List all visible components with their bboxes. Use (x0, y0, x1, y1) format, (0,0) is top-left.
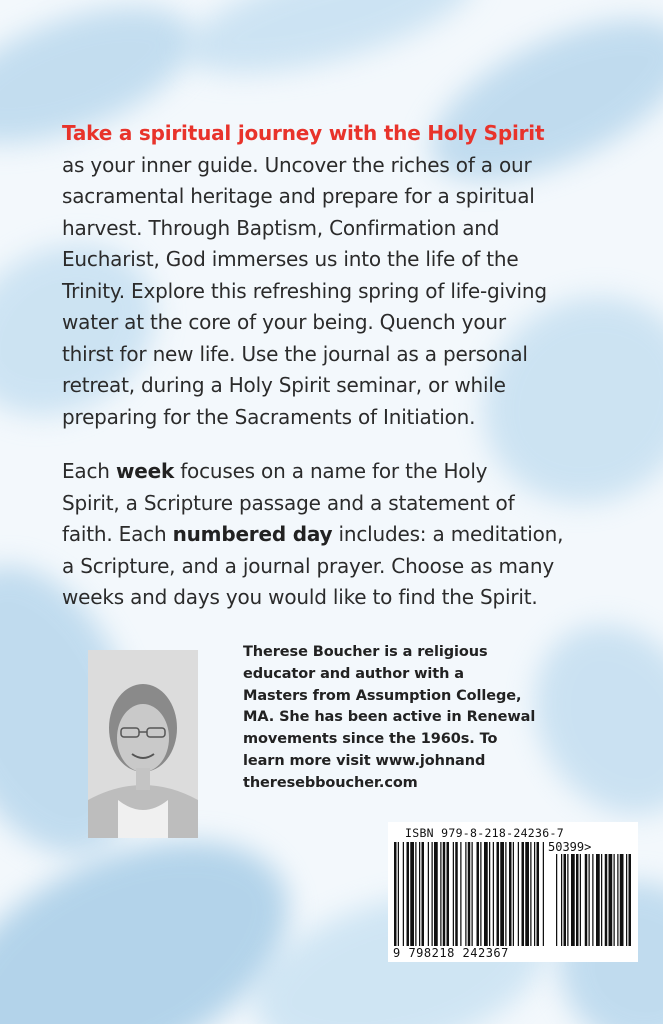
barcode-bar (509, 842, 512, 946)
price-code: 50399> (548, 840, 592, 854)
barcode-bar (403, 842, 404, 946)
barcode-bar (419, 842, 420, 946)
barcode-bar (434, 842, 438, 946)
blurb-line: thirst for new life. Use the journal as a personal (62, 341, 528, 366)
structure-line: Each week focuses on a name for the Holy (62, 459, 488, 483)
barcode-bar (530, 842, 531, 946)
addon-bar (617, 854, 618, 946)
barcode-bar (415, 842, 416, 946)
barcode-bar (513, 842, 514, 946)
addon-bar (585, 854, 588, 946)
bio-line: movements since the 1960s. To (243, 731, 498, 748)
barcode-icon (394, 842, 634, 946)
addon-bar (592, 854, 593, 946)
barcode-bar (394, 842, 397, 946)
barcode-bar (465, 842, 466, 946)
structure-line: faith. Each numbered day includes: a meditation, (62, 522, 564, 546)
addon-bar (561, 854, 562, 946)
blurb-line: preparing for the Sacraments of Initiation. (62, 404, 476, 429)
barcode-bar (422, 842, 425, 946)
bio-line: educator and author with a (243, 665, 464, 682)
addon-bar (605, 854, 608, 946)
bio-line: theresebboucher.com (243, 774, 418, 791)
bold-numbered-day: numbered day (172, 522, 333, 546)
bio-line: learn more visit www.johnand (243, 752, 486, 769)
watercolor-wash (173, 0, 486, 97)
addon-bar (564, 854, 567, 946)
barcode-bar (497, 842, 500, 946)
addon-bar (620, 854, 624, 946)
bio-line: Masters from Assumption College, (243, 687, 522, 704)
barcode-bar (447, 842, 450, 946)
barcode-bar (500, 842, 504, 946)
blurb-line: harvest. Through Baptism, Confirmation and (62, 215, 500, 240)
barcode-bar (407, 842, 410, 946)
addon-bar (596, 854, 600, 946)
barcode-bar (480, 842, 481, 946)
ean-digits: 9 798218 242367 (393, 946, 509, 960)
author-photo (88, 650, 198, 838)
addon-bar (580, 854, 581, 946)
barcode-bar (518, 842, 519, 946)
barcode-bar (453, 842, 454, 946)
barcode-bar (493, 842, 494, 946)
addon-bar (567, 854, 568, 946)
barcode-bar (472, 842, 473, 946)
barcode-bar (477, 842, 480, 946)
addon-bar (601, 854, 602, 946)
bio-line: Therese Boucher is a religious (243, 644, 488, 660)
addon-bar (556, 854, 557, 946)
barcode-bar (432, 842, 433, 946)
structure-line: Spirit, a Scripture passage and a statement of (62, 490, 515, 515)
addon-bar (571, 854, 575, 946)
blurb-lead: Take a spiritual journey with the Holy Spirit (62, 121, 545, 145)
addon-bar (614, 854, 615, 946)
author-bio (243, 642, 543, 795)
blurb-line: sacramental heritage and prepare for a spiritual (62, 184, 535, 208)
addon-bar (629, 854, 632, 946)
barcode-bar (484, 842, 488, 946)
barcode-bar (489, 842, 490, 946)
blurb-line: Trinity. Explore this refreshing spring of life-giving (62, 278, 547, 303)
author-portrait-icon (88, 650, 198, 838)
barcode-bar (410, 842, 414, 946)
barcode-bar (522, 842, 525, 946)
blurb-line: as your inner guide. Uncover the riches of a our (62, 152, 532, 177)
addon-bar (609, 854, 613, 946)
barcode-bar (505, 842, 506, 946)
addon-bar (576, 854, 579, 946)
barcode-bar (468, 842, 471, 946)
blurb-paragraph (62, 118, 622, 433)
bold-week: week (115, 459, 175, 483)
structure-line: weeks and days you would like to find the Spirit. (62, 585, 538, 609)
blurb-line: Eucharist, God immerses us into the life of the (62, 247, 519, 271)
barcode-bar (398, 842, 399, 946)
barcode-bar (534, 842, 535, 946)
barcode-bar (455, 842, 458, 946)
blurb-line: water at the core of your being. Quench your (62, 310, 506, 334)
bio-line: MA. She has been active in Renewal (243, 709, 536, 726)
barcode-bar (460, 842, 461, 946)
blurb-line: retreat, during a Holy Spirit seminar, or while (62, 373, 506, 397)
barcode-bar (525, 842, 529, 946)
structure-paragraph (62, 456, 622, 614)
isbn-label: ISBN 979-8-218-24236-7 (405, 826, 564, 840)
barcode-bar (537, 842, 540, 946)
barcode-bar (428, 842, 429, 946)
addon-bar (626, 854, 627, 946)
addon-bar (589, 854, 590, 946)
structure-line: a Scripture, and a journal prayer. Choose as many (62, 553, 554, 578)
barcode-bar (440, 842, 441, 946)
barcode-bar (543, 842, 544, 946)
barcode-bar (443, 842, 446, 946)
